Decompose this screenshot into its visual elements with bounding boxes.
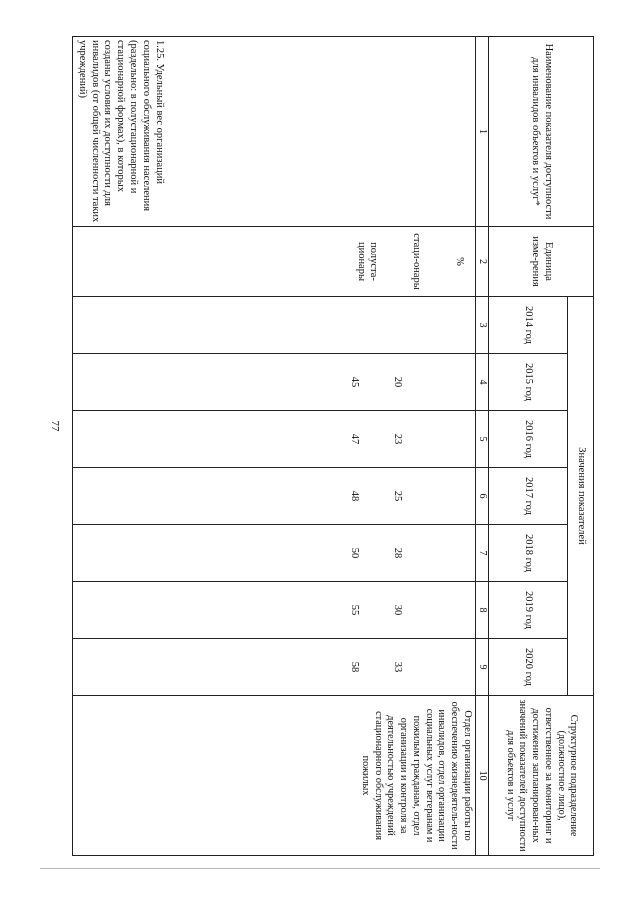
column-number: 4 xyxy=(475,354,488,411)
row-value-cell xyxy=(73,354,476,411)
page-bottom-line xyxy=(40,868,600,869)
column-number: 8 xyxy=(475,582,488,639)
header-year: 2020 год xyxy=(489,639,568,696)
header-year: 2019 год xyxy=(489,582,568,639)
value-stationary: 25 xyxy=(391,490,403,502)
value-semistationary: 50 xyxy=(349,547,361,559)
value-semistationary: 58 xyxy=(349,661,361,673)
row-value-cell xyxy=(73,468,476,525)
row-value-cell xyxy=(73,639,476,696)
column-number: 10 xyxy=(475,696,488,856)
header-values-group: Значения показателей xyxy=(567,297,593,696)
row-value-cell xyxy=(73,297,476,354)
value-stationary: 30 xyxy=(391,604,403,616)
column-number: 5 xyxy=(475,411,488,468)
header-year: 2015 год xyxy=(489,354,568,411)
header-name: Наименование показателя доступности для инвалидов объектов и услуг* xyxy=(489,37,594,227)
value-semistationary: 45 xyxy=(349,376,361,388)
header-year: 2016 год xyxy=(489,411,568,468)
value-semistationary: 55 xyxy=(349,604,361,616)
value-semistationary: 48 xyxy=(349,490,361,502)
header-unit: Единица изме-рения xyxy=(489,227,594,297)
row-unit-semistationary: полуста-ционары xyxy=(355,241,380,282)
row-value-cell xyxy=(73,525,476,582)
header-year: 2014 год xyxy=(489,297,568,354)
column-number: 3 xyxy=(475,297,488,354)
column-number: 6 xyxy=(475,468,488,525)
page-number: 77 xyxy=(49,420,61,432)
row-indicator-name: 1.25. Удельный вес организаций социального обслуживания населения (раздельно: в полустационарной и стационарной формах), в которых созданы условия их доступности для инвалидов (от общей численности таких учреждений) xyxy=(73,37,476,227)
value-stationary: 33 xyxy=(391,661,403,673)
column-number: 2 xyxy=(475,227,488,297)
row-unit-percent: % xyxy=(453,257,465,266)
column-number: 7 xyxy=(475,525,488,582)
header-responsible: Структурное подразделение (должностное лицо), ответственное за мониторинг и достижение запланирован-ных значений показателей доступности для объектов и услуг xyxy=(489,696,594,856)
header-year: 2018 год xyxy=(489,525,568,582)
row-unit-stationary: стаци-онары xyxy=(411,233,423,290)
row-value-cell xyxy=(73,411,476,468)
rotated-table-sheet xyxy=(72,36,594,855)
row-unit-cell xyxy=(73,227,476,297)
value-stationary: 28 xyxy=(391,547,403,559)
value-semistationary: 47 xyxy=(349,433,361,445)
row-value-cell xyxy=(73,582,476,639)
header-year: 2017 год xyxy=(489,468,568,525)
row-responsible: Отдел организации работы по обеспечению жизнедеятель-ности инвалидов, отдел организации социальных услуг ветеранам и пожилым гражданам, отдел организации и контроля за деятельностью учреждений стационарного обслуживания пожилых xyxy=(73,696,476,856)
column-number: 9 xyxy=(475,639,488,696)
indicators-table xyxy=(72,36,594,856)
value-stationary: 23 xyxy=(391,433,403,445)
column-number: 1 xyxy=(475,37,488,227)
value-stationary: 20 xyxy=(391,376,403,388)
